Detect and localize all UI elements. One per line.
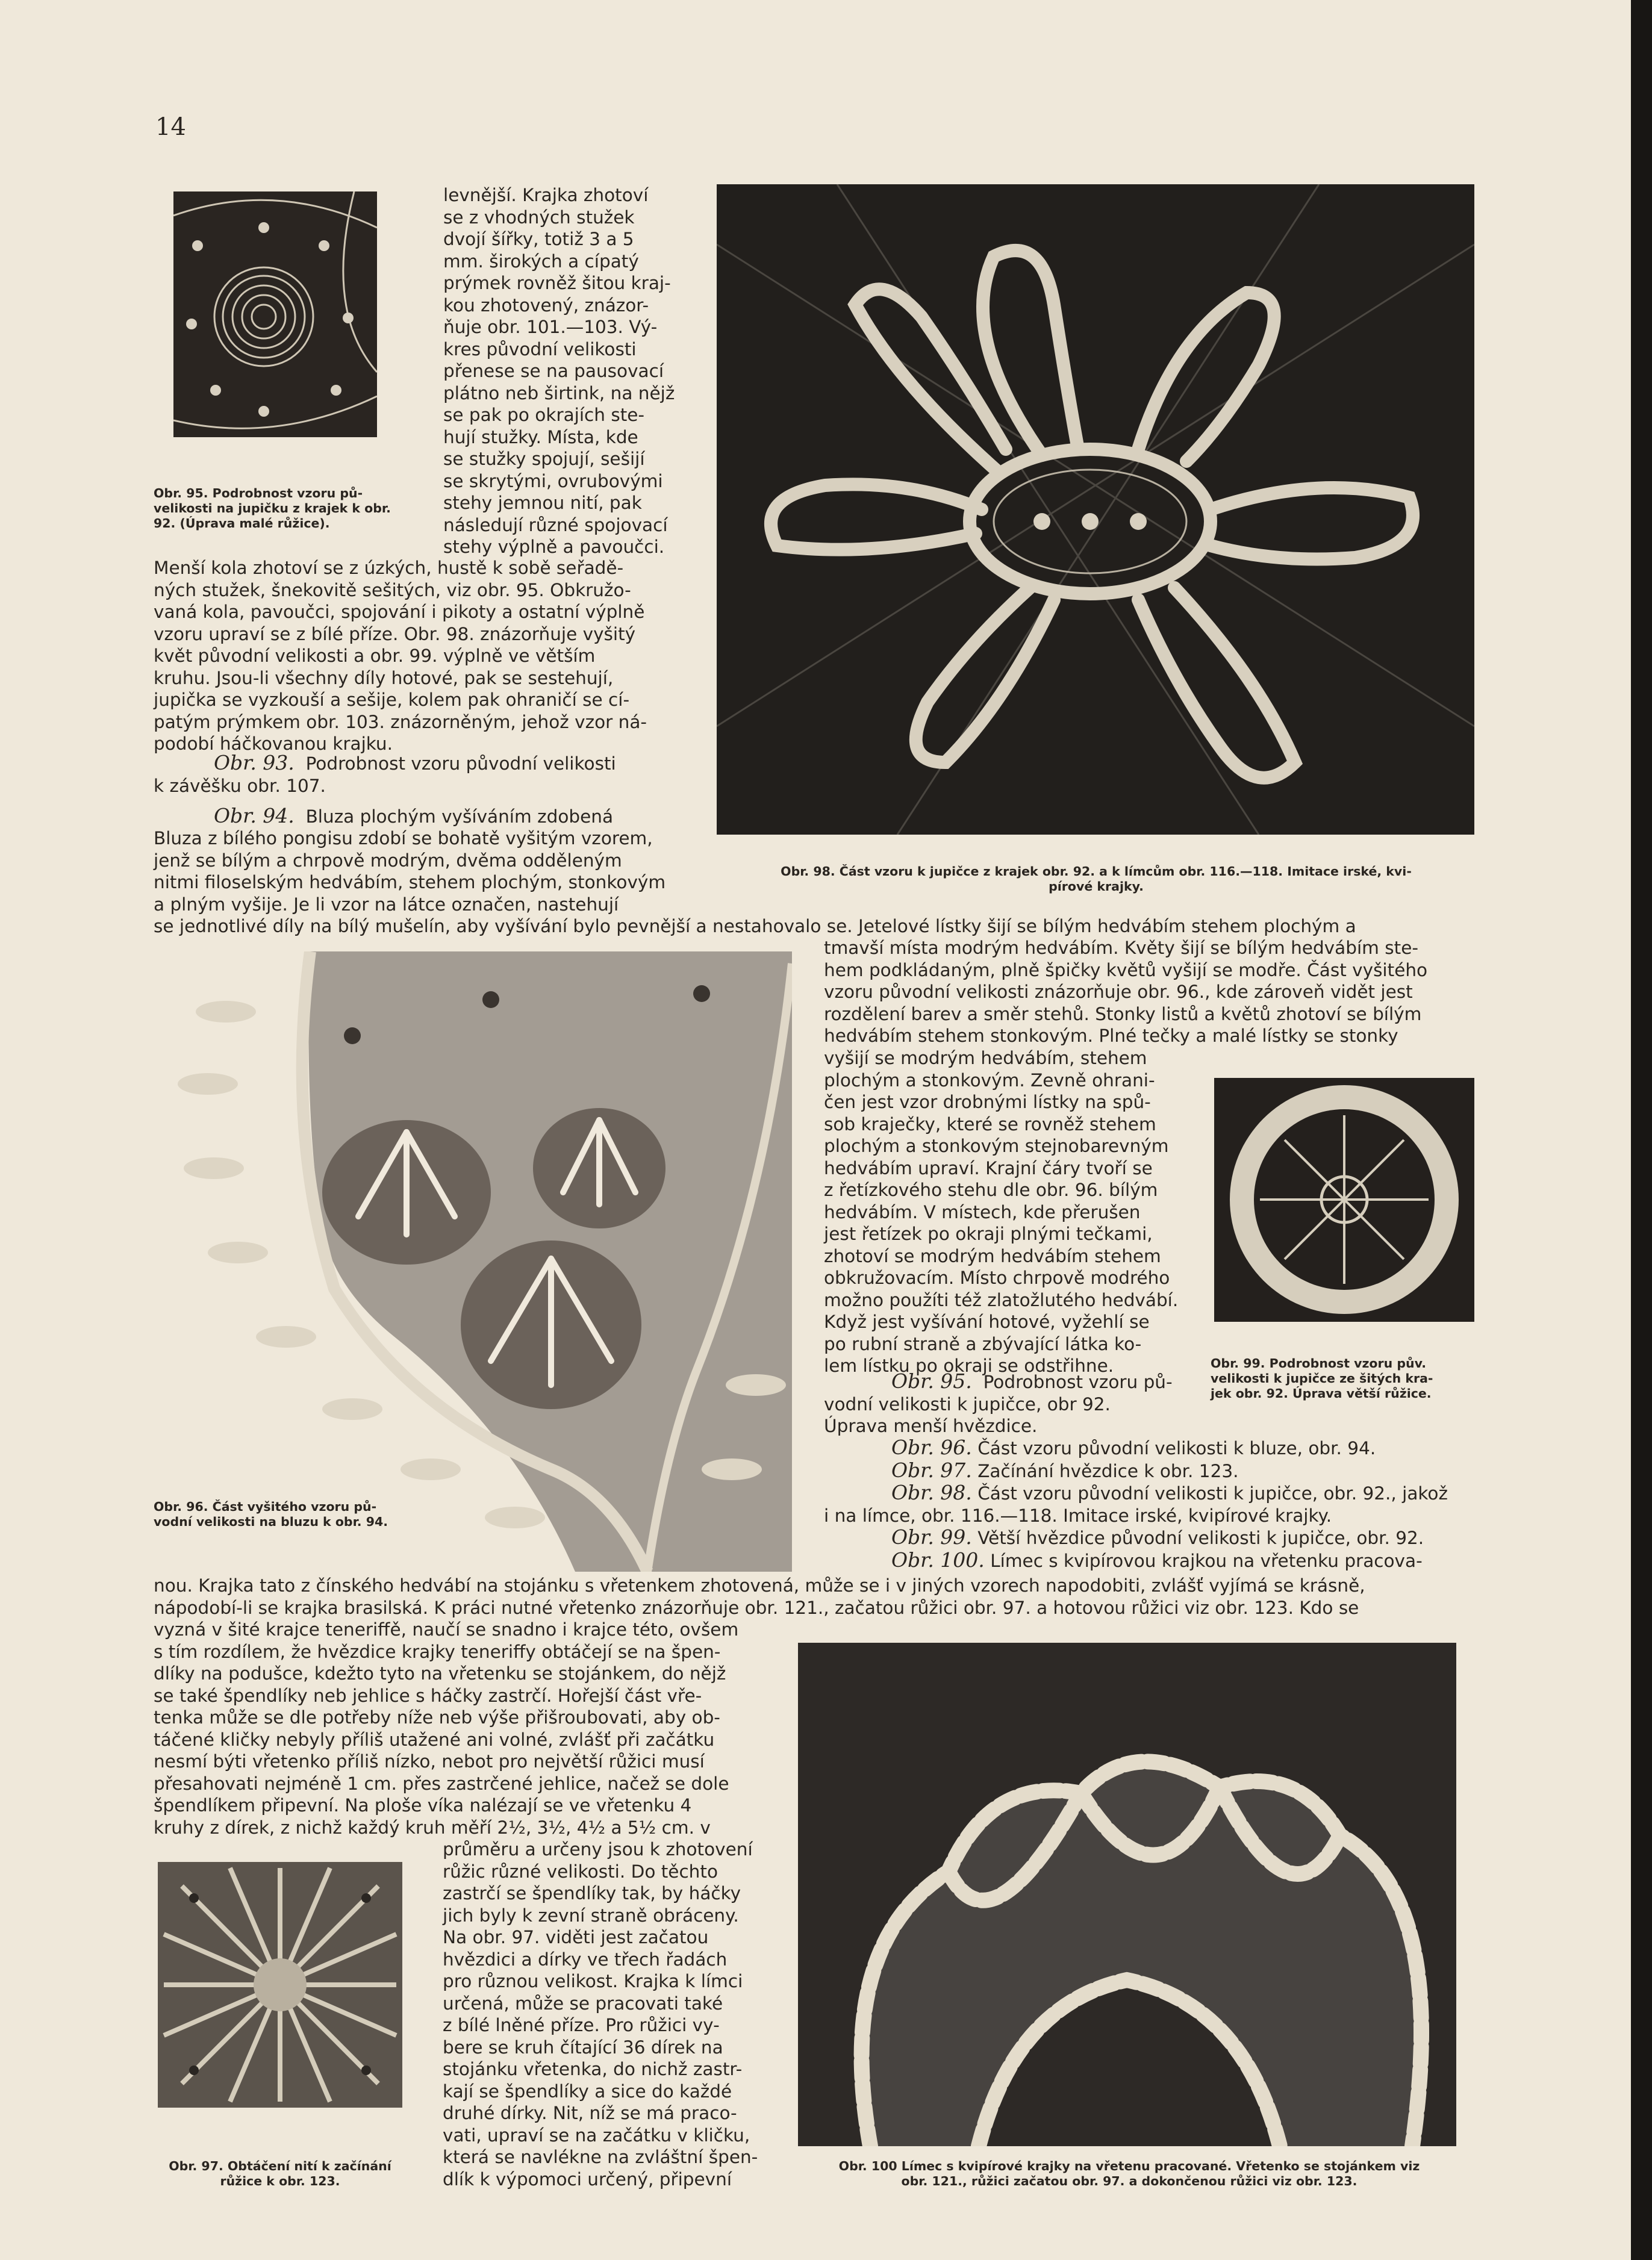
obr95-text3: Úprava menší hvězdice. [824,1416,1038,1436]
label-obr95: Obr. 95. [891,1369,972,1393]
text-col1-top: levnější. Krajka zhotoví se z vhodných stužek dvojí šířky, totiž 3 a 5 mm. širokých a cípatý prýmek rovněž šitou kraj- kou zhotovený, znázor- ňuje obr. 101.—103. Vý- kres původní velikosti přenese se na pausovací plátno neb širtink, na nějž se pak po okrajích ste- hují stužky. Místa, kde se stužky spojují, sešijí se skrytými, ovrubovými stehy jemnou nití, pak následují různé spojovací stehy výplně a pavoučci. [443,185,675,557]
list-label-100: Obr. 100. [891,1548,985,1572]
list-label-96: Obr. 96. [891,1436,972,1459]
text-col1-mid: Menší kola zhotoví se z úzkých, hustě k sobě seřadě- ných stužek, šnekovitě sešitých, viz obr. 95. Obkružo- vaná kola, pavoučci, spojování i pikoty a ostatní výplně vzoru upraví se z bílé příze. Obr. 98. znázorňuje vyšitý květ původní velikosti a obr. 99. výplně ve větším kruhu. Jsou-li všechny díly hotové, pak se sestehují, jupička se vyzkouší a sešije, kolem pak ohraničí se cí- patým prýmkem obr. 103. znázorněným, jehož vzor ná- podobí háčkovanou krajku. [154,558,647,754]
text-obr93 [154,752,712,797]
figure-97-image [158,1862,402,2108]
text-col3-a: vyzná v šité krajce teneriffě, naučí se snadno i krajce této, ovšem s tím rozdílem, že hvězdice krajky teneriffy obtáčejí se na špen- dlíky na podušce, kdežto tyto na vřetenku se stojánkem, do nějž se také špendlíky neb jehlice s háčky zastrčí. Hořejší část vře- tenka může se dle potřeby níže neb výše přišroubovati, aby ob- táčené kličky nebyly příliš utažené ani volné, zvlášť při začátku nesmí býti vřetenko příliš nízko, nebot pro největší růžici musí přesahovati nejméně 1 cm. přes zastrčené jehlice, načež se dole špendlíkem připevní. Na ploše víka nalézají se ve vřetenku 4 kruhy z dírek, z nichž každý kruh měří 2½, 3½, 4½ a 5½ cm. v [154,1619,739,1838]
obr94-text: Bluza plochým vyšíváním zdobená [305,806,614,827]
figure-95-image [173,191,377,437]
wheel-rose-icon [1214,1078,1474,1322]
list-label-98: Obr. 98. [891,1481,972,1504]
caption-figure-98: Obr. 98. Část vzoru k jupičce z krajek obr. 92. a k límcům obr. 116.—118. Imitace irské, kvi- pírové krajky. [781,864,1412,894]
text-col2-a: tmavší místa modrým hedvábím. Květy šijí se bílým hedvábím ste- hem podkládaným, plně špičky květů vyšijí se modře. Část vyšitého vzoru původní velikosti znázorňuje obr. 96., kde zároveň vidět jest rozdělení barev a směr stehů. Stonky listů a květů zhotoví se bílým hedvábím stehem stonkovým. Plné tečky a malé lístky se stonky [824,938,1428,1046]
obr93-text2: k závěšku obr. 107. [154,775,326,796]
caption-figure-95: Obr. 95. Podrobnost vzoru pů- velikosti na jupičku z krajek k obr. 92. (Úprava malé růžice). [154,486,391,531]
text-full-b: nou. Krajka tato z čínského hedvábí na stojánku s vřetenkem zhotovená, může se i v jiných vzorech napodobiti, zvlášť vyjímá se krásně, nápodobí-li se krajka brasilská. K práci nutné vřetenko znázorňuje obr. 121., začatou růžici obr. 97. a hotovou růžici viz obr. 123. Kdo se [154,1575,1365,1618]
obr93-text: Podrobnost vzoru původní velikosti [305,753,616,774]
caption-figure-100: Obr. 100 Límec s kvipírové krajky na vřetenu pracované. Vřetenko se stojánkem viz obr. 121., růžici začatou obr. 97. a dokončenou růžici viz obr. 123. [838,2159,1420,2188]
obr95-text: Podrobnost vzoru pů- [983,1372,1173,1392]
figure-list [824,1437,1474,1572]
list-label-99: Obr. 99. [891,1525,972,1549]
list-text-98b: i na límce, obr. 116.—118. Imitace irské, kvipírové krajky. [824,1505,1332,1526]
caption-figure-99: Obr. 99. Podrobnost vzoru pův. velikosti k jupičce ze šitých kra- jek obr. 92. Úprava větší růžice. [1211,1356,1433,1401]
text-col3-b: průměru a určeny jsou k zhotovení růžic různé velikosti. Do těchto zastrčí se špendlíky tak, by háčky jich byly k zevní straně obráceny. Na obr. 97. viděti jest začatou hvězdici a dírky ve třech řadách pro různou velikost. Krajka k límci určená, může se pracovati také z bílé lněné příze. Pro růžici vy- bere se kruh čítající 36 dírek na stojánku vřetenka, do nichž zastr- kají se špendlíky a sice do každé druhé dírky. Nit, níž se má praco- vati, upraví se na začátku v kličku, která se navlékne na zvláštní špen- dlík k výpomoci určený, připevní [443,1839,758,2190]
text-obr94 [154,805,712,828]
figure-99-image [1214,1078,1474,1322]
obr95-text2: vodní velikosti k jupičce, obr 92. [824,1393,1111,1415]
label-obr94: Obr. 94. [214,804,295,827]
list-text-99: Větší hvězdice původní velikosti k jupičce, obr. 92. [977,1528,1424,1548]
list-label-97: Obr. 97. [891,1458,972,1482]
list-text-96: Část vzoru původní velikosti k bluze, obr. 94. [977,1438,1376,1458]
figure-96-image [154,951,792,1572]
caption-figure-96: Obr. 96. Část vyšitého vzoru pů- vodní velikosti na bluzu k obr. 94. [154,1499,388,1529]
embroidered-leaves-icon [154,951,792,1572]
collar-lace-icon [798,1643,1456,2146]
text-col1-bluza: Bluza z bílého pongisu zdobí se bohatě vyšitým vzorem, jenž se bílým a chrpově modrým, dvěma odděleným nitmi filoselským hedvábím, stehem plochým, stonkovým a plným vyšije. Je li vzor na látce označen, nastehují [154,828,666,915]
text-col2-b: vyšijí se modrým hedvábím, stehem plochým a stonkovým. Zevně ohrani- čen jest vzor drobnými lístky na spů- sob kraječky, které se rovněž stehem plochým a stonkovým stejnobarevným hedvábím upraví. Krajní čáry tvoří se z řetízkového stehu dle obr. 96. bílým hedvábím. V místech, kde přerušen jest řetízek po okraji plnými tečkami, zhotoví se modrým hedvábím stehem obkružovacím. Místo chrpově modrého možno použíti též zlatožlutého hedvábí. Když jest vyšívání hotové, vyžehlí se po rubní straně a zbývající látka ko- lem lístku po okraji se odstřihne. [824,1048,1179,1376]
scan-edge [1631,0,1652,2260]
text-full-line: se jednotlivé díly na bílý mušelín, aby vyšívání bylo pevnější a nestahovalo se. Jetelové lístky šijí se bílým hedvábím stehem plochým a [154,916,1356,936]
text-obr95 [824,1371,1185,1437]
figure-100-image [798,1643,1456,2146]
list-text-100: Límec s kvipírovou krajkou na vřetenku pracova- [990,1550,1423,1571]
page-number: 14 [155,113,186,141]
label-obr93: Obr. 93. [214,751,295,774]
figure-98-image [717,184,1474,835]
lace-flower-icon [717,184,1474,835]
spiral-rose-icon [173,191,377,437]
rosette-spokes-icon [158,1862,402,2108]
caption-figure-97: Obr. 97. Obtáčení nití k začínání růžice k obr. 123. [169,2159,391,2188]
list-text-97: Začínání hvězdice k obr. 123. [977,1460,1239,1481]
list-text-98: Část vzoru původní velikosti k jupičce, obr. 92., jakož [977,1483,1448,1504]
